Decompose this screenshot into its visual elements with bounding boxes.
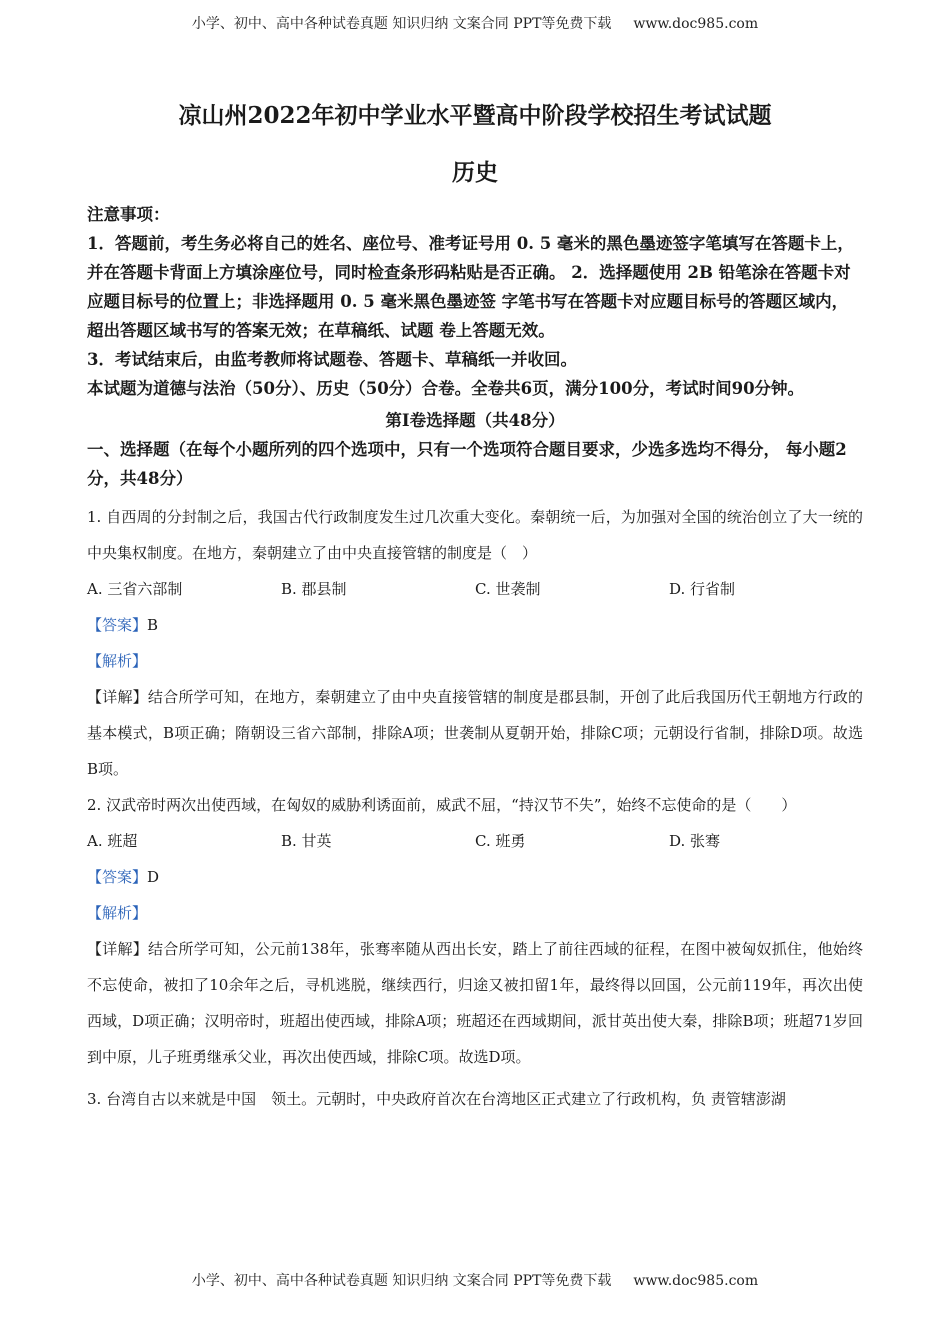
- notice-item-1: 1．答题前，考生务必将自己的姓名、座位号、准考证号用 0. 5 毫米的黑色墨迹签字笔填写在答题卡上，并在答题卡背面上方填涂座位号，同时检查条形码粘贴是否正确。 2．选择题使用 2B 铅笔涂在答题卡对应题目标号的位置上；非选择题用 0. 5 毫米黑色墨迹签 字笔书写在答题卡对应题目标号的答题区域内，超出答题区域书写的答案无效；在草稿纸、试题 卷上答题无效。: [87, 234, 854, 340]
- header-url[interactable]: www.doc985.com: [633, 16, 759, 32]
- exam-title: 凉山州2022年初中学业水平暨高中阶段学校招生考试试题: [178, 102, 772, 129]
- analysis-line: [87, 895, 863, 931]
- option-a: A. 班超: [87, 832, 138, 850]
- option-a: A. 三省六部制: [87, 580, 183, 598]
- exam-subject: 历史: [452, 159, 498, 186]
- detail-line: [87, 931, 863, 1075]
- answer-line: [87, 607, 863, 643]
- answer-line: [87, 859, 863, 895]
- detail-label: 【详解】: [87, 940, 149, 958]
- notice-heading: 注意事项：: [87, 205, 170, 224]
- option-b: B. 郡县制: [281, 580, 347, 598]
- option-d: D. 张骞: [669, 832, 721, 850]
- option-d: D. 行省制: [669, 580, 736, 598]
- answer-label: 【答案】: [87, 616, 148, 634]
- detail-label: 【详解】: [87, 688, 148, 706]
- question-stem: 2. 汉武帝时两次出使西域，在匈奴的威胁利诱面前，威武不屈，“持汉节不失”，始终不忘使命的是（ ）: [87, 796, 797, 814]
- answer-value: D: [147, 868, 160, 886]
- option-c: C. 班勇: [475, 832, 526, 850]
- analysis-label: 【解析】: [87, 904, 148, 922]
- question-options: [87, 571, 863, 607]
- answer-value: B: [147, 616, 159, 634]
- question-3: [87, 1081, 863, 1117]
- exam-content: [87, 200, 863, 1117]
- detail-line: [87, 679, 863, 787]
- notice-item-3: 3．考试结束后，由监考教师将试题卷、答题卡、草稿纸一并收回。: [87, 350, 577, 369]
- analysis-line: [87, 643, 863, 679]
- question-2: [87, 787, 863, 1075]
- notice-block: [87, 200, 863, 403]
- page-footer: [0, 1270, 950, 1290]
- question-stem: 3. 台湾自古以来就是中国 领土。元朝时，中央政府首次在台湾地区正式建立了行政机构，负 责管辖澎湖: [87, 1090, 786, 1108]
- question-1: [87, 499, 863, 787]
- page-header: [0, 13, 950, 33]
- notice-item-4: 本试题为道德与法治（50分）、历史（50分）合卷。全卷共6页，满分100分，考试时间90分钟。: [87, 379, 805, 398]
- header-text: 小学、初中、高中各种试卷真题 知识归纳 文案合同 PPT等免费下载: [191, 16, 612, 32]
- detail-text: 结合所学可知，在地方，秦朝建立了由中央直接管辖的制度是郡县制，开创了此后我国历代王朝地方行政的基本模式，B项正确；隋朝设三省六部制，排除A项；世袭制从夏朝开始，排除C项；元朝设行省制，排除D项。故选B项。: [87, 688, 863, 778]
- option-c: C. 世袭制: [475, 580, 541, 598]
- footer-text: 小学、初中、高中各种试卷真题 知识归纳 文案合同 PPT等免费下载: [191, 1273, 612, 1289]
- part-title: 一、选择题（在每个小题所列的四个选项中，只有一个选项符合题目要求，少选多选均不得分， 每小题2分，共48分）: [87, 440, 847, 488]
- option-b: B. 甘英: [281, 832, 332, 850]
- question-options: [87, 823, 863, 859]
- question-stem: 1. 自西周的分封制之后，我国古代行政制度发生过几次重大变化。秦朝统一后，为加强对全国的统治创立了大一统的中央集权制度。在地方，秦朝建立了由中央直接管辖的制度是（ ）: [87, 508, 863, 562]
- analysis-label: 【解析】: [87, 652, 148, 670]
- footer-url[interactable]: www.doc985.com: [633, 1273, 759, 1289]
- answer-label: 【答案】: [87, 868, 148, 886]
- section-title: 第I卷选择题（共48分）: [385, 411, 565, 430]
- detail-text: 结合所学可知，公元前138年，张骞率随从西出长安，踏上了前往西域的征程，在图中被匈奴抓住，他始终不忘使命，被扣了10余年之后，寻机逃脱，继续西行，归途又被扣留1年，最终得以回国，公元前119年，再次出使西域，D项正确；汉明帝时，班超出使西域，排除A项；班超还在西域期间，派甘英出使大秦，排除B项；班超71岁回到中原，儿子班勇继承父业，再次出使西域，排除C项。故选D项。: [87, 940, 863, 1066]
